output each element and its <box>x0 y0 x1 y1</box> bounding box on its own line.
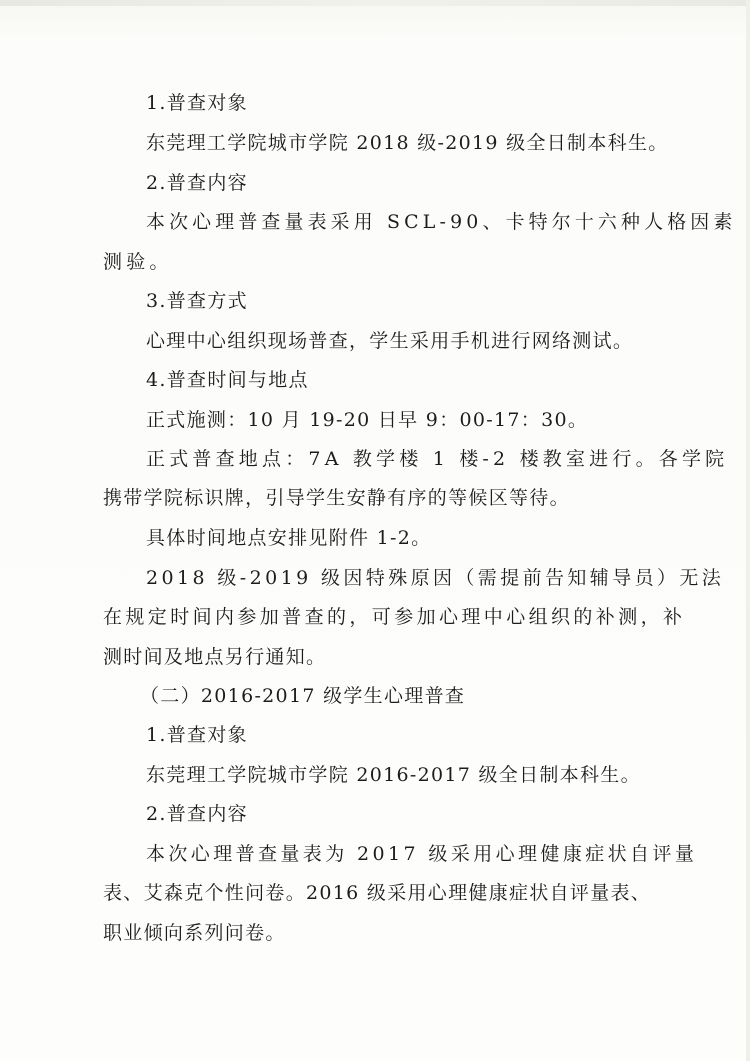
s2-item2-heading: 2.普查内容 <box>146 803 248 825</box>
s1-item1-text: 东莞理工学院城市学院 2018 级-2019 级全日制本科生。 <box>146 132 669 154</box>
s1-item1-heading: 1.普查对象 <box>146 92 248 114</box>
s1-item4-time: 正式施测：10 月 19-20 日早 9：00-17：30。 <box>146 409 589 431</box>
s1-item4-note-line1: 2018 级-2019 级因特殊原因（需提前告知辅导员）无法 <box>146 567 725 589</box>
s1-item4-schedule: 具体时间地点安排见附件 1-2。 <box>146 527 432 549</box>
s1-item2-text-line2: 测验。 <box>103 251 173 273</box>
s1-item4-place-line1: 正式普查地点：7A 教学楼 1 楼-2 楼教室进行。各学院 <box>146 448 729 470</box>
s2-title: （二）2016-2017 级学生心理普查 <box>140 685 466 707</box>
s1-item4-note-line2: 在规定时间内参加普查的，可参加心理中心组织的补测，补 <box>103 606 686 628</box>
s1-item3-text: 心理中心组织现场普查，学生采用手机进行网络测试。 <box>146 330 634 352</box>
s1-item2-heading: 2.普查内容 <box>146 172 248 194</box>
s2-item1-text: 东莞理工学院城市学院 2016-2017 级全日制本科生。 <box>146 764 641 786</box>
s1-item4-heading: 4.普查时间与地点 <box>146 369 309 391</box>
s1-item4-place-line2: 携带学院标识牌，引导学生安静有序的等候区等待。 <box>103 487 570 509</box>
scan-edge-right <box>746 0 750 1061</box>
s2-item2-text-line2: 表、艾森克个性问卷。2016 级采用心理健康症状自评量表、 <box>103 882 652 904</box>
s2-item2-text-line3: 职业倾向系列问卷。 <box>103 922 286 944</box>
s2-item2-text-line1: 本次心理普查量表为 2017 级采用心理健康症状自评量 <box>146 843 698 865</box>
s1-item2-text-line1: 本次心理普查量表采用 SCL-90、卡特尔十六种人格因素 <box>146 211 737 233</box>
scan-edge-top <box>0 0 750 6</box>
s2-item1-heading: 1.普查对象 <box>146 724 248 746</box>
s1-item3-heading: 3.普查方式 <box>146 290 248 312</box>
s1-item4-note-line3: 测时间及地点另行通知。 <box>103 646 327 668</box>
